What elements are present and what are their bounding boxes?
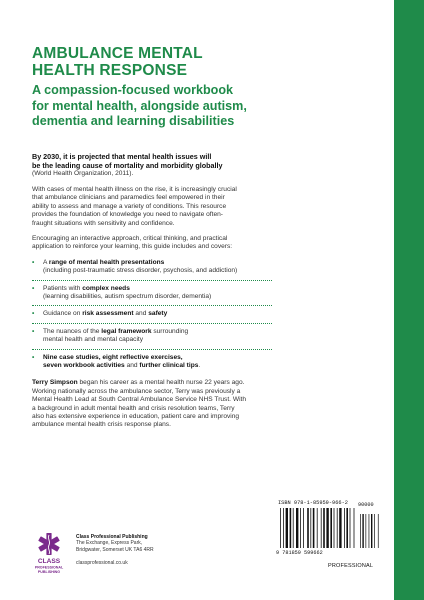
book-subtitle xyxy=(32,83,380,130)
subtitle-line-2: for mental health, alongside autism, xyxy=(32,98,247,113)
approach-paragraph xyxy=(32,235,380,252)
intro-line-2: that ambulance clinicians and paramedics feel empowered in their xyxy=(32,194,225,202)
barcode-digits: 9 781859 599662 xyxy=(276,550,323,556)
price-code: 90000 xyxy=(358,502,374,508)
list-item: • The nuances of the legal framework surrounding mental health and mental capacity xyxy=(32,327,189,344)
author-bio: Terry Simpson began his career as a mental health nurse 22 years ago. Working nationally across the ambulance sector, Terry was previously a Mental Health Lead at South Central Ambulance Service NHS Trust. With a background in adult mental health and crisis resolution teams, Terry also has extensive experience in education, patient care and improving ambulance mental health crisis response plans. xyxy=(32,379,247,429)
author-name: Terry Simpson xyxy=(32,379,78,387)
lead-line-1: By 2030, it is projected that mental health issues will xyxy=(32,151,212,161)
title-line-2: HEALTH RESPONSE xyxy=(32,62,188,79)
bullet-icon: • xyxy=(32,353,35,361)
bullet-icon: • xyxy=(32,310,35,318)
list-item: • Patients with complex needs (learning disabilities, autism spectrum disorder, dementia) xyxy=(32,284,212,300)
approach-line-1: Encouraging an interactive approach, critical thinking, and practical xyxy=(32,234,228,242)
subtitle-line-1: A compassion-focused workbook xyxy=(32,83,234,97)
publisher-details xyxy=(76,534,154,566)
feature-list xyxy=(32,259,380,371)
lead-line-2: be the leading cause of mortality and morbidity globally xyxy=(32,160,223,170)
list-item: • Guidance on risk assessment and safety xyxy=(32,310,168,318)
barcode-icon xyxy=(278,508,382,548)
green-spine-band xyxy=(394,0,424,600)
star-of-life-icon xyxy=(28,531,70,575)
lead-citation: (World Health Organization, 2011). xyxy=(32,169,134,177)
category-label: PROFESSIONAL xyxy=(328,563,374,569)
publisher-address-1: The Exchange, Express Park, xyxy=(76,540,143,547)
intro-paragraph xyxy=(32,186,380,228)
intro-line-1: With cases of mental health illness on the rise, it is increasingly crucial xyxy=(32,185,237,193)
bullet-icon: • xyxy=(32,327,35,335)
bullet-icon: • xyxy=(32,284,35,292)
publisher-address-2: Bridgwater, Somerset UK TA6 4RR xyxy=(76,546,154,553)
bullet-icon: • xyxy=(32,258,35,266)
svg-text:PROFESSIONAL: PROFESSIONAL xyxy=(34,565,64,570)
svg-text:CLASS: CLASS xyxy=(37,558,61,565)
approach-line-2: application to reinforce your learning, this guide includes and covers: xyxy=(32,243,233,251)
intro-line-4: provides the foundation of knowledge you need to navigate often- xyxy=(32,211,223,219)
book-title xyxy=(32,45,380,79)
list-item: • A range of mental health presentations (including post-traumatic stress disorder, psychosis, and addiction) xyxy=(32,258,238,275)
publisher-name: Class Professional Publishing xyxy=(76,534,148,540)
intro-line-3: ability to assess and manage a variety of conditions. This resource xyxy=(32,202,227,210)
publisher-block xyxy=(28,531,248,581)
list-item: • Nine case studies, eight reflective exercises, seven workbook activities and further clinical tips. xyxy=(32,353,201,369)
lead-statement xyxy=(32,152,380,170)
svg-text:PUBLISHING: PUBLISHING xyxy=(37,570,61,574)
isbn-label: ISBN 978-1-85959-966-2 xyxy=(278,500,348,506)
publisher-website: classprofessional.co.uk xyxy=(76,559,128,566)
title-line-1: AMBULANCE MENTAL xyxy=(32,45,203,62)
cover-content xyxy=(32,45,380,437)
intro-line-5: fraught situations with sensitivity and confidence. xyxy=(32,219,175,227)
subtitle-line-3: dementia and learning disabilities xyxy=(32,114,235,128)
isbn-barcode xyxy=(276,498,386,558)
